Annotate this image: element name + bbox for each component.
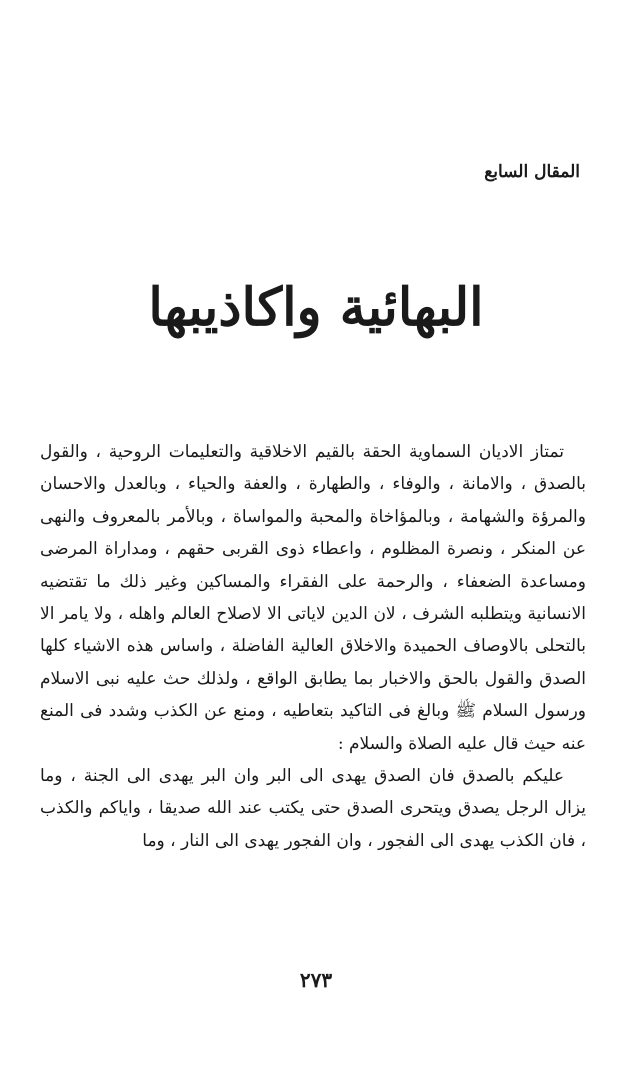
page-number: ٢٧٣ xyxy=(299,968,333,992)
paragraph-intro: تمتاز الاديان السماوية الحقة بالقيم الاخلاقية والتعليمات الروحية ، والقول بالصدق ، والامانة ، والوفاء ، والطهارة ، والعفة والحياء ، وبالعدل والاحسان والمرؤة والشهامة ، وبالمؤاخاة والمحبة والمواساة ، وبالأمر بالمعروف والنهى عن المنكر ، ونصرة المظلوم ، واعطاء ذوى القربى حقهم ، ومداراة المرضى ومساعدة الضعفاء ، والرحمة على الفقراء والمساكين وغير ذلك ما تقتضيه الانسانية ويتطلبه الشرف ، لان الدين لاياتى الا لاصلاح العالم واهله ، ولا يامر الا بالتحلى بالاوصاف الحميدة والاخلاق العالية الفاضلة ، واساس هذه الاشياء كلها الصدق والقول بالحق والاخبار بما يطابق الواقع ، ولذلك حث عليه نبى الاسلام ورسول السلام ﷺ وبالغ فى التاكيد بتعاطيه ، ومنع عن الكذب وشدد فى المنع عنه حيث قال عليه الصلاة والسلام : xyxy=(40,442,586,754)
section-label: المقال السابع xyxy=(484,162,580,182)
page-title: البهائية واكاذيبها xyxy=(148,277,484,338)
body-text xyxy=(40,436,586,857)
paragraph-hadith: عليكم بالصدق فان الصدق يهدى الى البر وان البر يهدى الى الجنة ، وما يزال الرجل يصدق ويتحرى الصدق حتى يكتب عند الله صديقا ، واياكم والكذب ، فان الكذب يهدى الى الفجور ، وان الفجور يهدى الى النار ، وما xyxy=(40,766,586,851)
